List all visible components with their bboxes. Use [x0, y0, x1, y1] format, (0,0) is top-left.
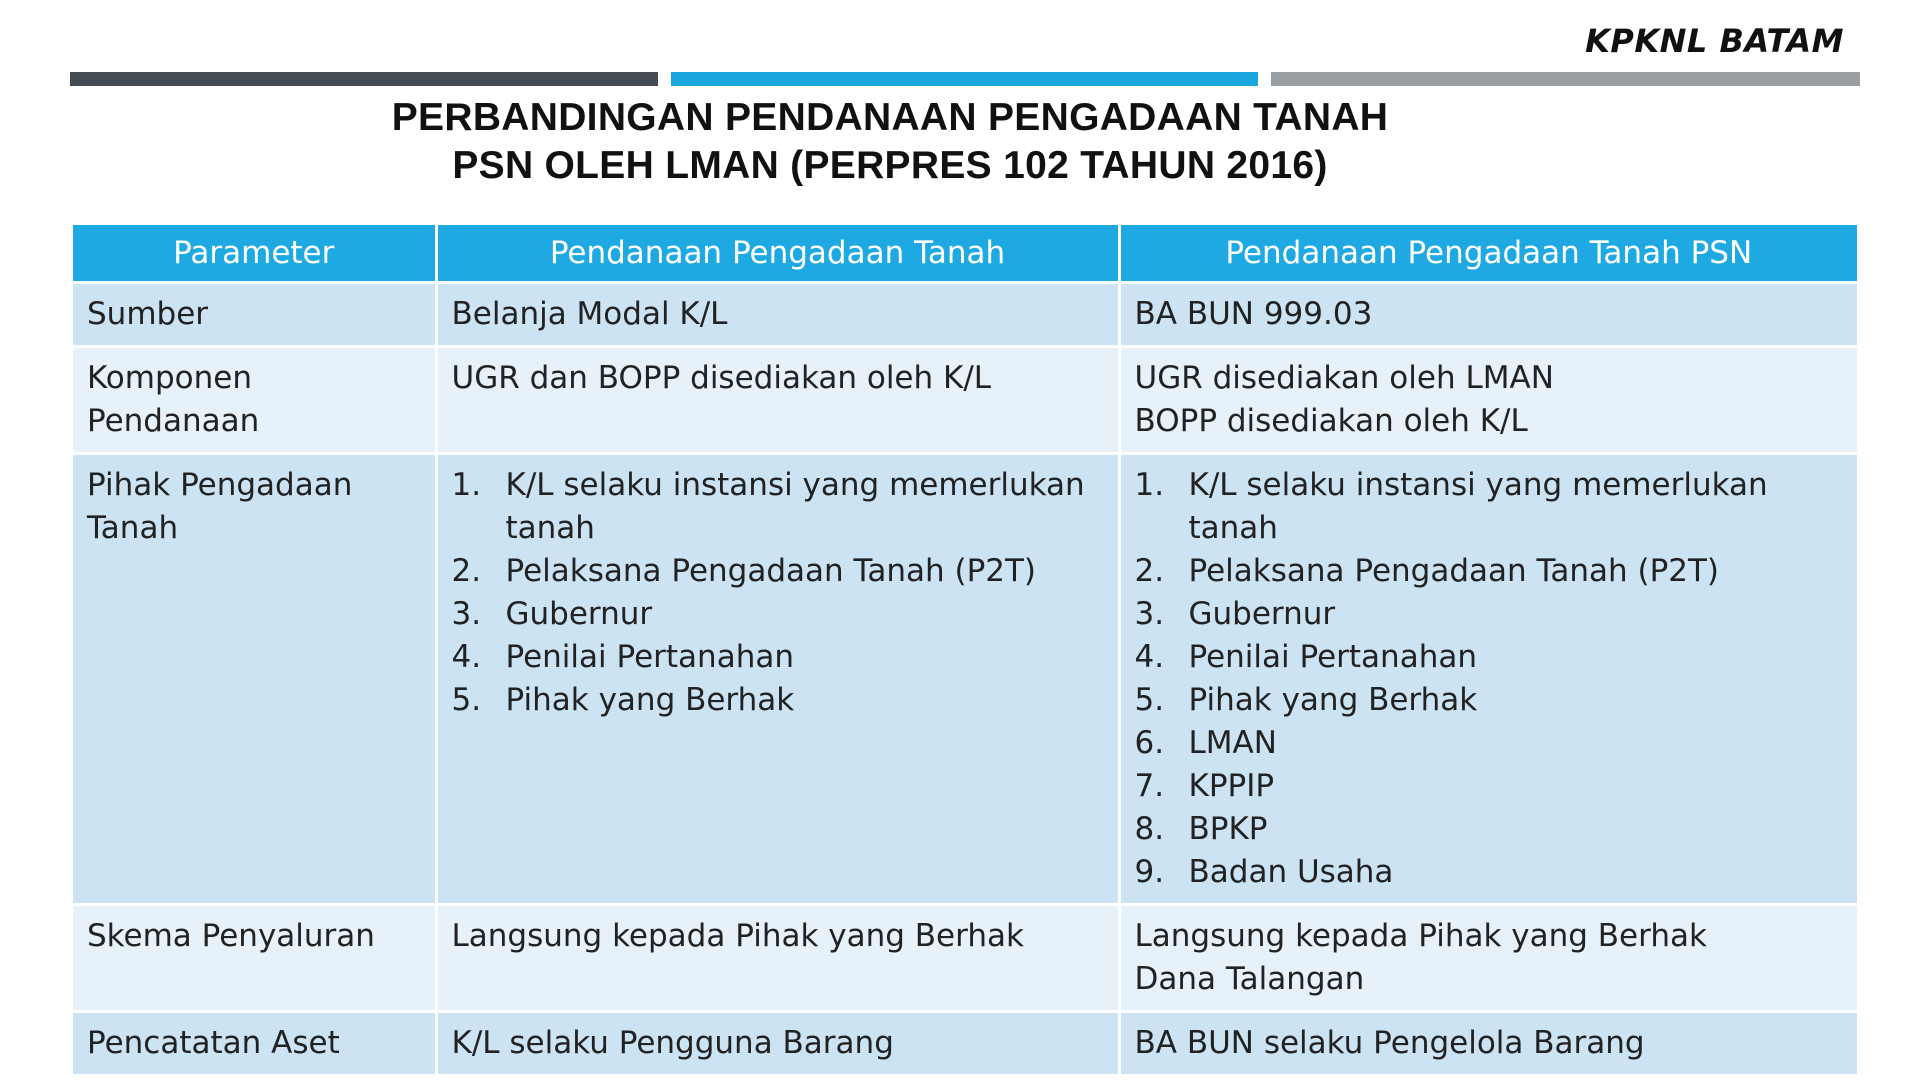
- list-item: [1135, 679, 1844, 722]
- cell-text: BOPP disediakan oleh K/L: [1134, 403, 1528, 439]
- header-bar-blue: [671, 72, 1258, 86]
- list-item-number: 4.: [1134, 639, 1165, 675]
- cell-text: Tanah: [87, 510, 179, 546]
- list-item-number: 2.: [1134, 553, 1165, 589]
- cell-psn: [1119, 1012, 1857, 1075]
- list-item: [1135, 636, 1844, 679]
- list-item: [1135, 765, 1844, 808]
- table-header-row: [73, 225, 1857, 283]
- cell-text: K/L selaku Pengguna Barang: [451, 1025, 894, 1061]
- list-item-text: K/L selaku instansi yang memerlukan tanah: [505, 467, 1085, 546]
- list-item-text: Gubernur: [505, 596, 653, 632]
- cell-text: BA BUN 999.03: [1134, 296, 1373, 332]
- list-item-text: Penilai Pertanahan: [505, 639, 794, 675]
- list-item-text: Penilai Pertanahan: [1188, 639, 1477, 675]
- list-item-text: LMAN: [1188, 725, 1277, 761]
- cell-text: Skema Penyaluran: [87, 918, 375, 954]
- list-item-number: 3.: [1134, 596, 1165, 632]
- header-regular-funding: Pendanaan Pengadaan Tanah: [436, 225, 1119, 283]
- cell-text: Belanja Modal K/L: [451, 296, 728, 332]
- list-item-number: 8.: [1134, 811, 1165, 847]
- cell-text: BA BUN selaku Pengelola Barang: [1134, 1025, 1645, 1061]
- parties-list-psn: [1135, 464, 1844, 894]
- list-item-number: 1.: [451, 467, 482, 503]
- list-item: [452, 550, 1104, 593]
- cell-parameter: [73, 454, 436, 905]
- table-row: [73, 905, 1857, 1012]
- list-item-text: BPKP: [1188, 811, 1268, 847]
- list-item: [1135, 808, 1844, 851]
- parties-list-regular: [452, 464, 1104, 722]
- cell-text: UGR dan BOPP disediakan oleh K/L: [451, 360, 992, 396]
- cell-regular: [436, 905, 1119, 1012]
- slide-title: [0, 94, 1780, 190]
- list-item-text: Gubernur: [1188, 596, 1336, 632]
- list-item-text: Pihak yang Berhak: [505, 682, 795, 718]
- list-item: [1135, 851, 1844, 894]
- cell-psn: [1119, 905, 1857, 1012]
- list-item: [1135, 722, 1844, 765]
- table-row: [73, 283, 1857, 347]
- cell-text: UGR disediakan oleh LMAN: [1134, 360, 1554, 396]
- list-item-text: Pelaksana Pengadaan Tanah (P2T): [1188, 553, 1720, 589]
- list-item: [452, 636, 1104, 679]
- list-item-number: 5.: [1134, 682, 1165, 718]
- list-item-number: 1.: [1134, 467, 1165, 503]
- cell-text: Komponen: [87, 360, 252, 396]
- list-item-number: 9.: [1134, 854, 1165, 890]
- cell-psn: [1119, 283, 1857, 347]
- table-row: [73, 347, 1857, 454]
- cell-text: Pencatatan Aset: [87, 1025, 340, 1061]
- cell-regular: [436, 454, 1119, 905]
- list-item-number: 6.: [1134, 725, 1165, 761]
- list-item: [1135, 593, 1844, 636]
- header-bar-dark: [70, 72, 658, 86]
- list-item-text: Pihak yang Berhak: [1188, 682, 1478, 718]
- cell-parameter: [73, 905, 436, 1012]
- header-psn-funding: Pendanaan Pengadaan Tanah PSN: [1119, 225, 1857, 283]
- list-item: [452, 593, 1104, 636]
- table-row: [73, 1012, 1857, 1075]
- slide-title-line-2: PSN OLEH LMAN (PERPRES 102 TAHUN 2016): [452, 144, 1328, 187]
- list-item-text: K/L selaku instansi yang memerlukan tanah: [1188, 467, 1768, 546]
- cell-parameter: [73, 283, 436, 347]
- cell-text: Pihak Pengadaan: [87, 467, 353, 503]
- cell-text: Langsung kepada Pihak yang Berhak: [451, 918, 1024, 954]
- cell-regular: [436, 283, 1119, 347]
- cell-text: Pendanaan: [87, 403, 260, 439]
- list-item: [1135, 550, 1844, 593]
- cell-regular: [436, 347, 1119, 454]
- list-item-number: 7.: [1134, 768, 1165, 804]
- list-item-text: KPPIP: [1188, 768, 1275, 804]
- list-item-number: 5.: [451, 682, 482, 718]
- header-parameter: Parameter: [73, 225, 436, 283]
- cell-psn: [1119, 454, 1857, 905]
- cell-regular: [436, 1012, 1119, 1075]
- cell-parameter: [73, 347, 436, 454]
- cell-text: Langsung kepada Pihak yang Berhak: [1134, 918, 1707, 954]
- list-item-number: 3.: [451, 596, 482, 632]
- slide-title-line-1: PERBANDINGAN PENDANAAN PENGADAAN TANAH: [391, 96, 1389, 139]
- list-item: [452, 679, 1104, 722]
- list-item-text: Pelaksana Pengadaan Tanah (P2T): [505, 553, 1037, 589]
- cell-psn: [1119, 347, 1857, 454]
- header-bar-gray: [1271, 72, 1860, 86]
- comparison-table: [73, 225, 1857, 1074]
- cell-text: Dana Talangan: [1134, 961, 1365, 997]
- org-label: KPKNL BATAM: [1585, 22, 1844, 60]
- list-item-number: 4.: [451, 639, 482, 675]
- cell-text: Sumber: [87, 296, 209, 332]
- cell-parameter: [73, 1012, 436, 1075]
- table-row: [73, 454, 1857, 905]
- list-item-number: 2.: [451, 553, 482, 589]
- list-item-text: Badan Usaha: [1188, 854, 1394, 890]
- list-item: [1135, 464, 1844, 550]
- list-item: [452, 464, 1104, 550]
